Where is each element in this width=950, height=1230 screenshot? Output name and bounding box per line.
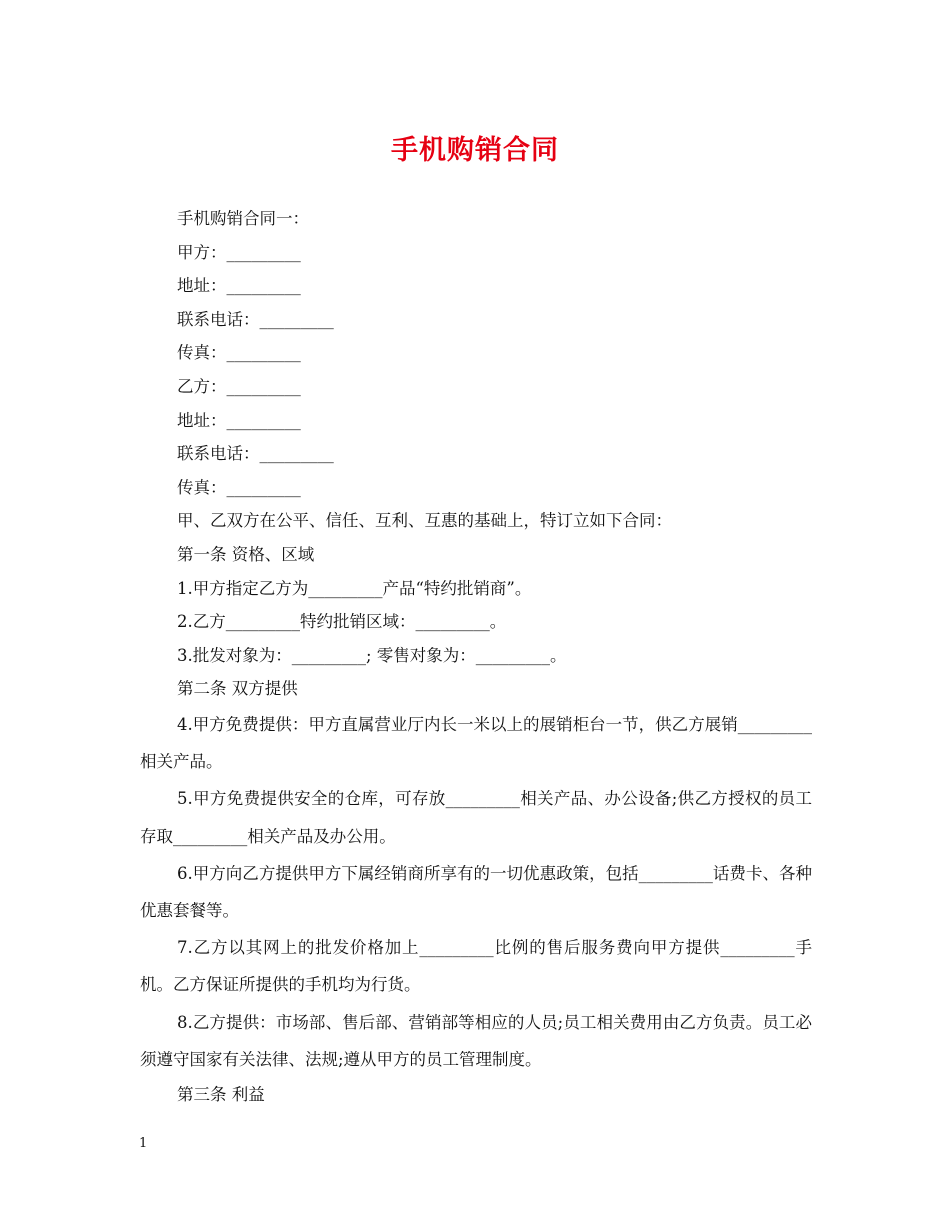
article-heading: 第二条 双方提供 <box>177 679 298 699</box>
clause-item: 2.乙方_________特约批销区域：_________。 <box>177 612 507 632</box>
page-number: 1 <box>139 1136 148 1151</box>
party-a-address-field: 地址：_________ <box>177 276 301 296</box>
section-heading: 手机购销合同一： <box>177 209 309 228</box>
clause-item: 3.批发对象为：_________; 零售对象为：_________。 <box>177 645 567 665</box>
clause-paragraph: 5.甲方免费提供安全的仓库，可存放_________相关产品、办公设备;供乙方授权的员工存取_________相关产品及办公用。 <box>140 789 812 846</box>
party-b-fax-field: 传真：_________ <box>177 477 301 497</box>
document-body <box>140 202 812 1112</box>
party-b-field: 乙方：_________ <box>177 376 301 396</box>
party-a-field: 甲方：_________ <box>177 242 301 262</box>
article-heading: 第三条 利益 <box>177 1084 265 1104</box>
preamble-text: 甲、乙双方在公平、信任、互利、互惠的基础上，特订立如下合同： <box>177 511 672 531</box>
party-b-phone-field: 联系电话：_________ <box>177 444 334 464</box>
clause-paragraph: 7.乙方以其网上的批发价格加上_________比例的售后服务费向甲方提供_________手机。乙方保证所提供的手机均为行货。 <box>140 938 812 995</box>
party-a-fax-field: 传真：_________ <box>177 343 301 363</box>
party-b-address-field: 地址：_________ <box>177 410 301 430</box>
party-a-phone-field: 联系电话：_________ <box>177 309 334 329</box>
clause-item: 1.甲方指定乙方为_________产品“特约批销商”。 <box>177 578 532 598</box>
clause-paragraph: 6.甲方向乙方提供甲方下属经销商所享有的一切优惠政策，包括_________话费卡、各种优惠套餐等。 <box>140 863 812 920</box>
article-heading: 第一条 资格、区域 <box>177 544 315 564</box>
page-title: 手机购销合同 <box>391 135 559 166</box>
clause-paragraph: 4.甲方免费提供：甲方直属营业厅内长一米以上的展销柜台一节，供乙方展销_________相关产品。 <box>140 714 812 772</box>
clause-paragraph: 8.乙方提供：市场部、售后部、营销部等相应的人员;员工相关费用由乙方负责。员工必须遵守国家有关法律、法规;遵从甲方的员工管理制度。 <box>140 1012 812 1069</box>
